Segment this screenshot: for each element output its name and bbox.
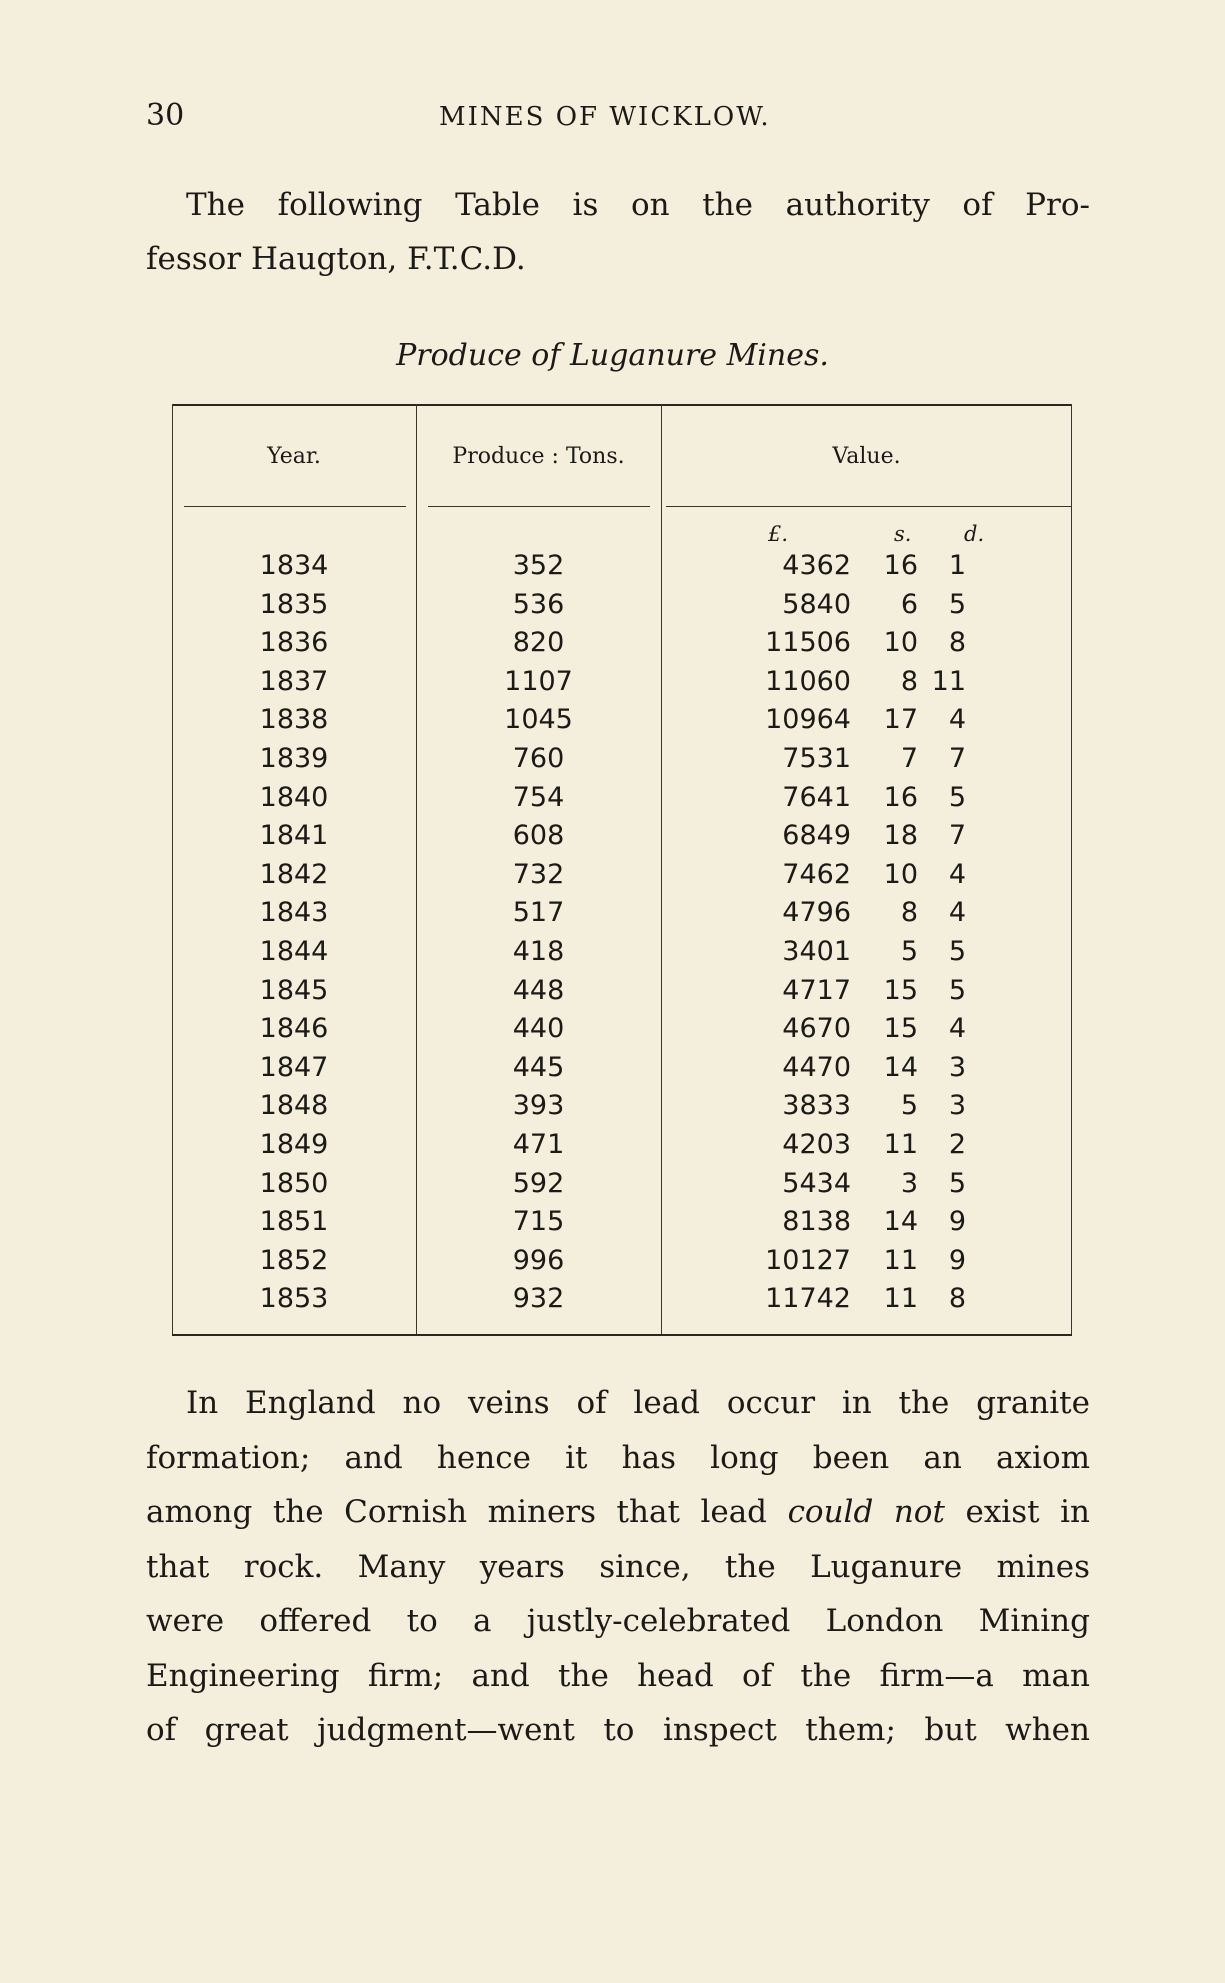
pounds-cell: 11506 (765, 627, 851, 659)
table-row (172, 936, 1072, 975)
pounds-cell: 3401 (782, 935, 851, 967)
pounds-cell: 11742 (765, 1283, 851, 1315)
pence-cell: 5 (948, 588, 966, 620)
shillings-cell: 14 (883, 1206, 918, 1238)
pounds-cell: 4717 (782, 974, 851, 1006)
table-bottom-rule (172, 1334, 1072, 1336)
intro-line-1: The following Table is on the authority of Pro- (186, 187, 1090, 223)
tons-cell: 592 (512, 1167, 565, 1199)
pounds-cell: 4362 (782, 550, 851, 581)
pounds-cell: 10127 (765, 1244, 851, 1276)
table-row (172, 1245, 1072, 1284)
tons-cell: 445 (512, 1051, 565, 1083)
body-line-5: were offered to a justly-celebrated London Mining (146, 1603, 1090, 1639)
header-rule (666, 506, 1072, 507)
shillings-cell: 17 (883, 704, 918, 736)
year-cell: 1850 (259, 1167, 329, 1199)
tons-cell: 760 (512, 742, 565, 774)
pence-cell: 9 (948, 1244, 966, 1276)
year-cell: 1851 (259, 1206, 329, 1238)
tons-cell: 608 (512, 820, 565, 852)
shillings-cell: 5 (900, 935, 918, 967)
table-row (172, 1206, 1072, 1245)
tons-cell: 715 (512, 1206, 565, 1238)
body-paragraph (146, 1376, 1090, 1758)
year-cell: 1846 (259, 1013, 329, 1045)
pounds-cell: 4470 (782, 1051, 851, 1083)
pence-cell: 8 (948, 1283, 966, 1315)
pounds-cell: 3833 (782, 1090, 851, 1122)
year-cell: 1837 (259, 665, 329, 697)
pounds-cell: 7531 (782, 742, 851, 774)
pounds-cell: 11060 (765, 665, 851, 697)
pounds-cell: 7462 (782, 858, 851, 890)
intro-paragraph (146, 178, 1090, 286)
body-line-3 (146, 1485, 1090, 1540)
shillings-cell: 3 (900, 1167, 918, 1199)
year-cell: 1834 (259, 550, 329, 581)
shillings-cell: 14 (883, 1051, 918, 1083)
pence-cell: 5 (948, 1167, 966, 1199)
table-row (172, 666, 1072, 705)
shillings-cell: 8 (900, 897, 918, 929)
year-cell: 1849 (259, 1128, 329, 1160)
year-cell: 1839 (259, 742, 329, 774)
tons-cell: 471 (512, 1128, 565, 1160)
tons-cell: 732 (512, 858, 565, 890)
currency-shillings: s. (894, 522, 912, 546)
tons-cell: 996 (512, 1244, 565, 1276)
table-row (172, 589, 1072, 628)
pence-cell: 5 (948, 974, 966, 1006)
running-title: MINES OF WICKLOW. (439, 102, 771, 132)
pounds-cell: 5840 (782, 588, 851, 620)
tons-cell: 1045 (504, 704, 573, 736)
currency-pence: d. (964, 522, 985, 546)
body-line-1: In England no veins of lead occur in the granite (186, 1385, 1090, 1421)
year-cell: 1842 (259, 858, 329, 890)
pence-cell: 4 (948, 1013, 966, 1045)
table-row (172, 1090, 1072, 1129)
body-line-3-end: exist in (944, 1494, 1090, 1530)
pence-cell: 3 (948, 1090, 966, 1122)
pounds-cell: 10964 (765, 704, 851, 736)
pence-cell: 4 (948, 897, 966, 929)
table-title: Produce of Luganure Mines. (396, 338, 829, 373)
tons-cell: 517 (512, 897, 565, 929)
body-line-4: that rock. Many years since, the Luganure mines (146, 1548, 1090, 1585)
pounds-cell: 7641 (782, 781, 851, 813)
pence-cell: 5 (948, 781, 966, 813)
pounds-cell: 4203 (782, 1128, 851, 1160)
table-rows (172, 550, 1072, 1322)
pence-cell: 7 (948, 820, 966, 852)
pence-cell: 9 (948, 1206, 966, 1238)
year-cell: 1845 (259, 974, 329, 1006)
tons-cell: 754 (512, 781, 565, 813)
table-row (172, 627, 1072, 666)
table-top-rule (172, 404, 1072, 406)
currency-pounds: £. (768, 522, 789, 546)
tons-cell: 440 (512, 1013, 565, 1045)
shillings-cell: 6 (900, 588, 918, 620)
header-value: Value. (832, 444, 901, 469)
shillings-cell: 15 (883, 1013, 918, 1045)
year-cell: 1848 (259, 1090, 329, 1122)
body-line-6: Engineering firm; and the head of the firm—a man (146, 1657, 1090, 1694)
table-row (172, 1283, 1072, 1322)
page-header (0, 98, 1225, 138)
header-year: Year. (267, 444, 321, 469)
table-row (172, 859, 1072, 898)
year-cell: 1835 (259, 588, 329, 620)
year-cell: 1840 (259, 781, 329, 813)
body-line-3-start: among the Cornish miners that lead (146, 1494, 788, 1530)
table-row (172, 1013, 1072, 1052)
table-row (172, 1052, 1072, 1091)
pounds-cell: 4796 (782, 897, 851, 929)
header-rule (428, 506, 650, 507)
shillings-cell: 16 (883, 781, 918, 813)
shillings-cell: 8 (900, 665, 918, 697)
table-row (172, 743, 1072, 782)
table-row (172, 704, 1072, 743)
produce-table (172, 404, 1072, 1336)
year-cell: 1836 (259, 627, 329, 659)
tons-cell: 1107 (504, 665, 573, 697)
table-row (172, 1129, 1072, 1168)
shillings-cell: 11 (883, 1128, 918, 1160)
pence-cell: 4 (948, 858, 966, 890)
tons-cell: 393 (512, 1090, 565, 1122)
intro-line-2: fessor Haugton, F.T.C.D. (146, 241, 526, 277)
pence-cell: 11 (931, 665, 966, 697)
year-cell: 1847 (259, 1051, 329, 1083)
pence-cell: 2 (948, 1128, 966, 1160)
pounds-cell: 6849 (782, 820, 851, 852)
tons-cell: 418 (512, 935, 565, 967)
year-cell: 1852 (259, 1244, 329, 1276)
pence-cell: 5 (948, 935, 966, 967)
table-row (172, 975, 1072, 1014)
header-rule (184, 506, 406, 507)
pence-cell: 4 (948, 704, 966, 736)
tons-cell: 536 (512, 588, 565, 620)
year-cell: 1853 (259, 1283, 329, 1315)
tons-cell: 448 (512, 974, 565, 1006)
shillings-cell: 7 (900, 742, 918, 774)
page-number: 30 (146, 98, 185, 133)
emphasis-could-not: could not (787, 1494, 945, 1530)
year-cell: 1843 (259, 897, 329, 929)
shillings-cell: 10 (883, 627, 918, 659)
year-cell: 1841 (259, 820, 329, 852)
body-line-7: of great judgment—went to inspect them; but when (146, 1712, 1090, 1748)
header-produce: Produce : Tons. (452, 444, 625, 469)
tons-cell: 932 (512, 1283, 565, 1315)
pence-cell: 8 (948, 627, 966, 659)
body-line-2: formation; and hence it has long been an axiom (146, 1439, 1090, 1476)
shillings-cell: 10 (883, 858, 918, 890)
year-cell: 1838 (259, 704, 329, 736)
shillings-cell: 15 (883, 974, 918, 1006)
shillings-cell: 11 (883, 1283, 918, 1315)
pounds-cell: 8138 (782, 1206, 851, 1238)
pence-cell: 7 (948, 742, 966, 774)
year-cell: 1844 (259, 935, 329, 967)
pounds-cell: 4670 (782, 1013, 851, 1045)
table-row (172, 782, 1072, 821)
table-row (172, 550, 1072, 589)
tons-cell: 352 (512, 550, 565, 581)
table-row (172, 897, 1072, 936)
table-row (172, 820, 1072, 859)
shillings-cell: 11 (883, 1244, 918, 1276)
pence-cell: 3 (948, 1051, 966, 1083)
shillings-cell: 16 (883, 550, 918, 581)
tons-cell: 820 (512, 627, 565, 659)
pence-cell: 1 (948, 550, 966, 581)
pounds-cell: 5434 (782, 1167, 851, 1199)
shillings-cell: 18 (883, 820, 918, 852)
table-row (172, 1168, 1072, 1207)
shillings-cell: 5 (900, 1090, 918, 1122)
